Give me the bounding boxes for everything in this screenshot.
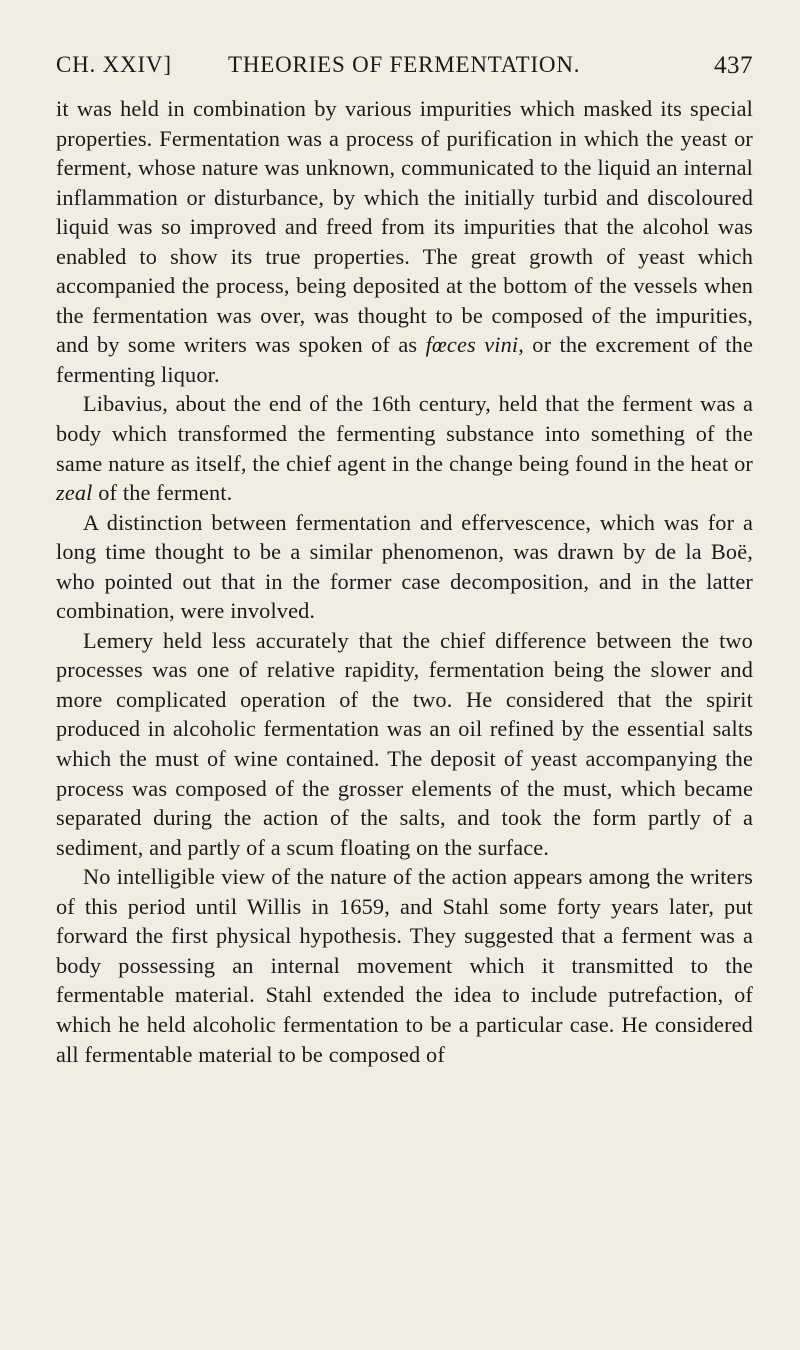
chapter-label: CH. XXIV] (56, 52, 172, 77)
text-run: Lemery held less accurately that the chief difference between the two processes was one of relative rapidity, fermentation being the slower and more complicated operation of the two. He considered that the spirit produced in alcoholic fermentation was an oil refined by the essential salts which the must of wine contained. The deposit of yeast accompanying the process was composed of the grosser elements of the must, which became separated during the action of the salts, and took the form partly of a sediment, and partly of a scum floating on the surface. (56, 627, 753, 860)
running-title: THEORIES OF FERMENTATION. (228, 52, 581, 77)
body-text (56, 94, 753, 1069)
text-run: No intelligible view of the nature of the action appears among the writers of this period until Willis in 1659, and Stahl some forty years later, put forward the first physical hypothesis. They suggested that a ferment was a body possessing an internal movement which it transmitted to the fermentable material. Stahl extended the idea to include putrefaction, of which he held alcoholic fermentation to be a particular case. He considered all fermentable material to be composed of (56, 864, 753, 1067)
text-run: Libavius, about the end of the 16th century, held that the ferment was a body which transformed the fermenting substance into something of the same nature as itself, the chief agent in the change being found in the heat or (56, 391, 753, 476)
text-run: of the ferment. (92, 480, 233, 506)
paragraph (56, 94, 753, 389)
text-run: A distinction between fermentation and effervescence, which was for a long time thought to be a similar phenomenon, was drawn by de la Boë, who pointed out that in the former case decomposition, and in the latter combination, were involved. (56, 509, 753, 624)
text-run: , or the excrement of the fermenting liquor. (56, 332, 753, 387)
text-run: it was held in combination by various impurities which masked its special properties. Fermentation was a process of purification in which the yeast or ferment, whose nature was unknown, communicated to the liquid an internal inflammation or disturbance, by which the initially turbid and discoloured liquid was so improved and freed from its impurities that the alcohol was enabled to show its true properties. The great growth of yeast which accompanied the process, being deposited at the bottom of the vessels when the fermentation was over, was thought to be composed of the impurities, and by some writers was spoken of as (56, 96, 753, 358)
italic-phrase: zeal (56, 480, 93, 506)
paragraph (56, 389, 753, 507)
running-head (56, 52, 753, 88)
page-number: 437 (714, 52, 753, 79)
italic-phrase: fœces vini (425, 332, 519, 358)
paragraph (56, 862, 753, 1069)
paragraph (56, 508, 753, 626)
paragraph (56, 626, 753, 862)
